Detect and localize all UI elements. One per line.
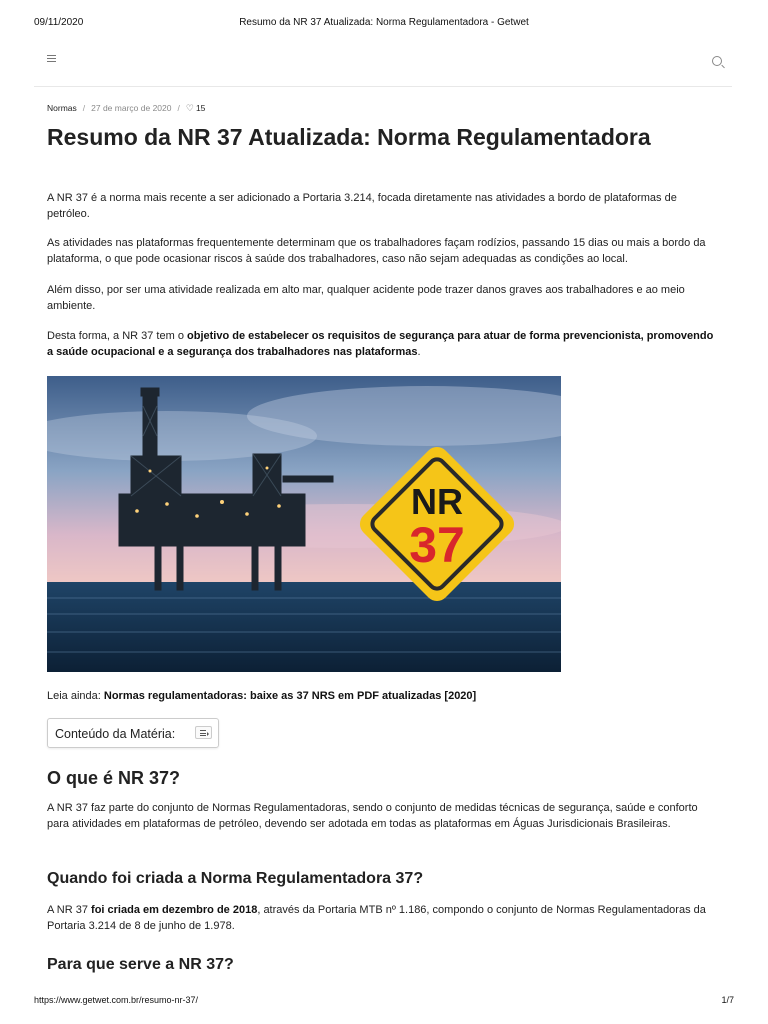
- toc-toggle-icon[interactable]: [195, 726, 212, 739]
- paragraph-what-is: A NR 37 faz parte do conjunto de Normas Regulamentadoras, sendo o conjunto de medidas técnicas de segurança, saúde e conforto para atividades em plataformas de petróleo, devendo ser adotada em todas as plataformas em Águas Jurisdicionais Brasileiras.: [47, 802, 698, 830]
- heading-when-created: Quando foi criada a Norma Regulamentadora 37?: [47, 870, 424, 887]
- paragraph-rotation: As atividades nas plataformas frequentemente determinam que os trabalhadores façam rodízios, passando 15 dias ou mais a bordo da plataforma, o que pode ocasionar riscos à saúde dos trabalhadores, caso não sejam adequadas as condições ao local.: [47, 237, 706, 265]
- print-page-number: 1/7: [721, 995, 734, 1005]
- page-title: Resumo da NR 37 Atualizada: Norma Regulamentadora: [47, 124, 651, 150]
- print-header: [34, 17, 734, 31]
- post-date: 27 de março de 2020: [91, 103, 172, 113]
- paragraph-environment: Além disso, por ser uma atividade realizada em alto mar, qualquer acidente pode trazer danos graves aos trabalhadores e ao meio ambiente.: [47, 284, 685, 312]
- hero-image-oil-platform: [47, 376, 561, 672]
- site-navbar: [34, 48, 732, 87]
- like-count: 15: [195, 103, 206, 113]
- creation-date-highlight: foi criada em dezembro de 2018: [91, 904, 258, 916]
- paragraph-when-created: A NR 37 foi criada em dezembro de 2018, através da Portaria MTB nº 1.186, compondo o conjunto de Normas Regulamentadoras da Portaria 3.214 de 8 de junho de 1.978.: [47, 904, 706, 932]
- hamburger-menu-icon[interactable]: [47, 55, 56, 63]
- print-date: 09/11/2020: [34, 17, 84, 28]
- print-page-title: Resumo da NR 37 Atualizada: Norma Regulamentadora - Getwet: [239, 17, 529, 28]
- read-also: Leia ainda: Normas regulamentadoras: baixe as 37 NRS em PDF atualizadas [2020]: [47, 690, 477, 702]
- breadcrumb: Normas / 27 de março de 2020 / ♡ 15: [47, 103, 206, 113]
- badge-line-2: 37: [409, 517, 465, 573]
- table-of-contents: [47, 718, 219, 748]
- heading-purpose: Para que serve a NR 37?: [47, 956, 234, 973]
- read-also-link[interactable]: Normas regulamentadoras: baixe as 37 NRS em PDF atualizadas [2020]: [103, 690, 477, 702]
- objective-highlight: objetivo de estabelecer os requisitos de segurança para atuar de forma prevencionista, promovendo a saúde ocupacional e a segurança dos trabalhadores nas plataformas: [47, 330, 714, 358]
- paragraph-intro: A NR 37 é a norma mais recente a ser adicionado a Portaria 3.214, focada diretamente nas atividades a bordo de plataformas de petróleo.: [47, 192, 677, 220]
- print-footer: [34, 995, 734, 1007]
- heart-icon[interactable]: ♡: [185, 103, 194, 113]
- heading-what-is-nr37: O que é NR 37?: [47, 768, 181, 788]
- breadcrumb-category-link[interactable]: Normas: [47, 103, 77, 113]
- print-url: https://www.getwet.com.br/resumo-nr-37/: [34, 995, 199, 1005]
- paragraph-objective: Desta forma, a NR 37 tem o objetivo de estabelecer os requisitos de segurança para atuar de forma prevencionista, promovendo a saúde ocupacional e a segurança dos trabalhadores nas plataformas.: [47, 330, 714, 358]
- search-icon[interactable]: [712, 56, 722, 66]
- badge-line-1: NR: [411, 481, 463, 522]
- toc-label: Conteúdo da Matéria:: [55, 727, 176, 741]
